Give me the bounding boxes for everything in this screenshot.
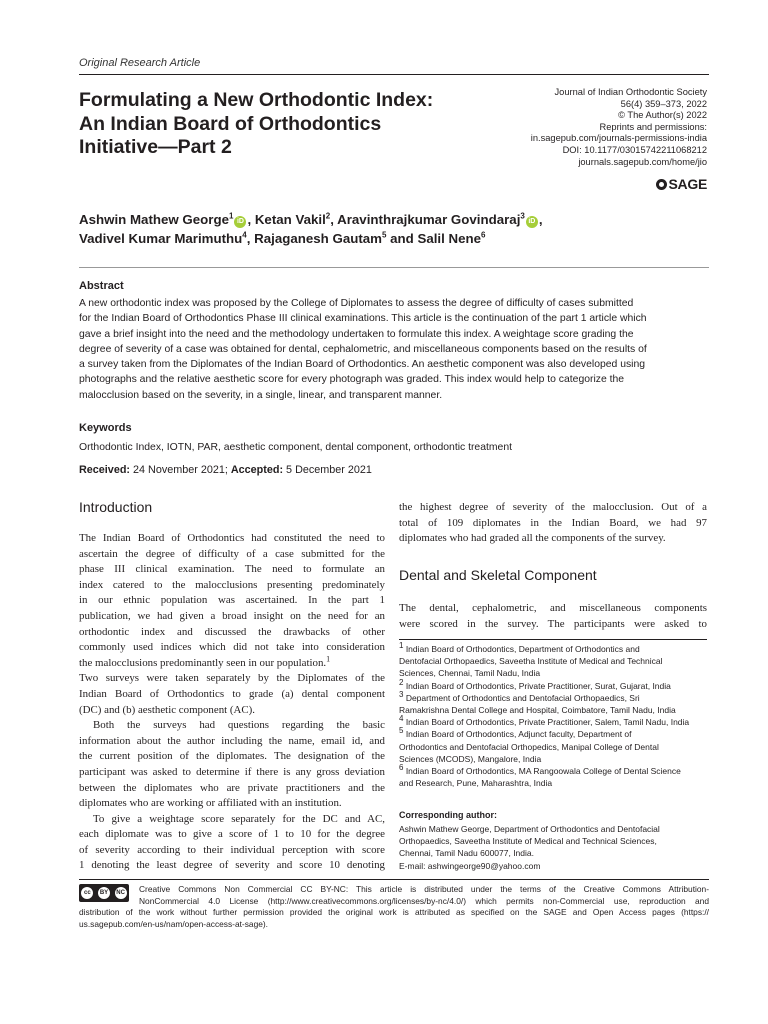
affiliation-line — [399, 753, 711, 765]
body-line: information about the author including the name, email id, and — [79, 734, 385, 747]
affil-text: Sciences, Chennai, Tamil Nadu, India — [399, 668, 541, 679]
journal-doi[interactable]: DOI: 10.1177/03015742211068212 — [562, 144, 707, 155]
body-line: in our ethnic population was ascertained. In the part 1 — [79, 594, 385, 607]
orcid-icon[interactable]: iD — [234, 216, 246, 228]
author-separator: , — [538, 212, 543, 227]
author-name: Ashwin Mathew George — [79, 212, 229, 227]
affil-sup: 2 — [399, 677, 404, 687]
author-name: and Salil Nene — [386, 231, 482, 246]
affil-text: and Research, Pune, Maharashtra, India — [399, 778, 553, 789]
author-name: , Rajaganesh Gautam — [246, 231, 382, 246]
body-line: (DC) and (b) aesthetic component (AC). — [79, 703, 256, 716]
corresponding-author-details — [399, 823, 711, 872]
abstract-line: photographs and the relative aesthetic score for every photograph was graded. This index would help to categorize the — [79, 374, 625, 386]
affil-text: Indian Board of Orthodontics, Department of Orthodontics and — [403, 644, 640, 654]
license-statement — [79, 884, 709, 930]
title-line: An Indian Board of Orthodontics — [79, 112, 382, 135]
author-list — [79, 210, 639, 248]
abstract-heading: Abstract — [79, 280, 124, 292]
body-line: 1 denoting the least degree of severity and score 10 denoting — [79, 859, 385, 872]
body-line: Both the surveys had questions regarding the basic — [93, 719, 385, 732]
corresponding-line: Chennai, Tamil Nadu 600077, India. — [399, 848, 534, 859]
body-line: publication, we had given a broad insight on the need for an — [79, 609, 385, 622]
journal-copyright: © The Author(s) 2022 — [618, 110, 707, 121]
abstract-line: A new orthodontic index was proposed by the College of Diplomates to assess the degree of difficulty of cases submitted — [79, 298, 634, 309]
body-line: commonly used indices which did not take into consideration — [79, 641, 385, 654]
journal-volume: 56(4) 359–373, 2022 — [620, 98, 707, 109]
abstract-line: for the Indian Board of Orthodontics Phase III clinical examinations. This article is the continuation of the part 1 article which — [79, 313, 647, 325]
journal-permissions-link[interactable]: in.sagepub.com/journals-permissions-india — [530, 133, 707, 144]
journal-homepage-link[interactable]: journals.sagepub.com/home/jio — [578, 156, 707, 167]
keywords-list: Orthodontic Index, IOTN, PAR, aesthetic component, dental component, orthodontic treatment — [79, 442, 512, 453]
body-line: were scored in the survey. The participants were asked to — [399, 617, 707, 630]
body-line: diplomates who had graded all the components of the survey. — [399, 532, 666, 545]
introduction-heading: Introduction — [79, 499, 153, 515]
affiliation-line — [399, 765, 711, 777]
affiliation-line — [399, 741, 711, 753]
corresponding-email[interactable]: E-mail: ashwingeorge90@yahoo.com — [399, 860, 541, 871]
affiliation-line — [399, 655, 711, 667]
article-title — [79, 89, 479, 160]
nc-icon: NC — [115, 887, 127, 899]
affiliation-line — [399, 716, 711, 728]
affil-text: Ramakrishna Dental College and Hospital, Coimbatore, Tamil Nadu, India — [399, 705, 676, 716]
introduction-continued — [399, 500, 707, 547]
body-line: index catered to the malocclusions presenting predominately — [79, 578, 385, 591]
author-affil-sup: 3 — [520, 211, 525, 221]
affil-sup: 6 — [399, 763, 404, 773]
affiliation-line — [399, 689, 711, 704]
license-line: us.sagepub.com/en-us/nam/open-access-at-sage). — [79, 918, 269, 929]
journal-info — [467, 87, 707, 168]
dental-skeletal-heading: Dental and Skeletal Component — [399, 567, 597, 583]
affiliation-line — [399, 643, 711, 655]
corresponding-line: Orthopaedics, Saveetha Institute of Medical and Technical Sciences, — [399, 836, 657, 847]
author-line — [79, 210, 639, 229]
body-line: Two surveys were taken separately by the Diplomates of the — [79, 672, 385, 685]
body-line: To give a weightage score separately for the DC and AC, — [93, 812, 385, 825]
abstract-rule — [79, 267, 709, 268]
body-line: The Indian Board of Orthodontics had constituted the need to — [79, 532, 385, 544]
author-affil-sup: 6 — [481, 230, 486, 240]
journal-reprints: Reprints and permissions: — [599, 121, 707, 132]
body-line: orthodontic index and discussed the drawbacks of other — [79, 625, 385, 638]
by-icon: BY — [98, 887, 110, 899]
body-text: the malocclusions predominantly seen in our population. — [79, 656, 327, 669]
affil-text: Orthodontics and Dentofacial Orthopedics, Manipal College of Dental — [399, 741, 659, 752]
affiliations-footnote — [399, 643, 711, 789]
body-line: ascertain the degree of difficulty of a case submitted for the — [79, 547, 385, 560]
body-line: the highest degree of severity of the malocclusion. Out of a — [399, 501, 707, 513]
license-line: distribution of the work without further permission provided the original work is attributed as specified on the SAGE and Open Access pages (https:// — [79, 907, 709, 918]
abstract-line: malocclusion based on the severity, in a single, linear, and transparent manner. — [79, 389, 443, 401]
author-line — [79, 229, 639, 248]
affil-text: Indian Board of Orthodontics, Private Practitioner, Salem, Tamil Nadu, India — [403, 717, 690, 728]
abstract-line: gave a brief insight into the need and the methodology undertaken to formulate this index. A weightage score grading the — [79, 328, 634, 340]
affiliation-line — [399, 704, 711, 716]
accepted-date: 5 December 2021 — [283, 464, 372, 476]
received-date: 24 November 2021; — [130, 464, 231, 476]
affil-text: Indian Board of Orthodontics, MA Rangoowala College of Dental Science — [403, 766, 681, 777]
body-line: The dental, cephalometric, and miscellaneous components — [399, 602, 707, 614]
author-name: , Ketan Vakil — [247, 212, 326, 227]
body-line: phase III clinical examination. The need to formulate an — [79, 563, 385, 576]
sage-logo-text: SAGE — [668, 176, 707, 192]
body-line: of severity according to their individual perception with score — [79, 843, 385, 856]
body-line — [79, 656, 385, 672]
body-line: diplomates who are working or affiliated with an institution. — [79, 797, 342, 810]
author-name: Vadivel Kumar Marimuthu — [79, 231, 243, 246]
abstract-body — [79, 296, 709, 403]
affil-text: Sciences (MCODS), Mangalore, India — [399, 753, 542, 764]
title-line: Initiative—Part 2 — [79, 136, 232, 158]
author-affil-sup: 4 — [242, 230, 247, 240]
license-line: Creative Commons Non Commercial CC BY-NC: This article is distributed under the terms of the Creative Commons Attribution- — [139, 884, 709, 894]
article-dates — [79, 464, 372, 476]
header-rule — [79, 74, 709, 75]
introduction-body — [79, 531, 385, 874]
dental-skeletal-body — [399, 601, 707, 632]
corresponding-author-heading: Corresponding author: — [399, 810, 497, 820]
cc-icon: cc — [81, 887, 93, 899]
body-line: Indian Board of Orthodontics to grade (a) dental component — [79, 687, 385, 700]
author-affil-sup: 2 — [325, 211, 331, 221]
title-line: Formulating a New Orthodontic Index: — [79, 89, 434, 111]
footnote-rule — [399, 639, 707, 640]
affil-sup: 3 — [399, 689, 404, 699]
keywords-heading: Keywords — [79, 422, 132, 434]
sage-logo — [656, 176, 707, 192]
affil-sup: 5 — [399, 726, 404, 736]
author-name: , Aravinthrajkumar Govindaraj — [330, 212, 521, 227]
body-line: the current position of the diplomates. The designation of the — [79, 750, 385, 763]
affiliation-line — [399, 777, 711, 789]
affiliation-line — [399, 728, 711, 740]
affil-sup: 1 — [399, 641, 404, 651]
body-line: each diplomate was to give a score of 1 to 10 for the degree — [79, 828, 385, 841]
author-affil-sup: 5 — [381, 230, 387, 240]
affil-text: Department of Orthodontics and Dentofacial Orthopaedics, Sri — [403, 692, 640, 703]
abstract-line: a survey taken from the Diplomates of the Indian Board of Orthodontics. An aesthetic component was also developed using — [79, 359, 646, 371]
affil-text: Indian Board of Orthodontics, Adjunct faculty, Department of — [403, 729, 632, 740]
sage-ring-icon — [656, 179, 667, 190]
affil-sup: 4 — [399, 714, 404, 724]
abstract-line: degree of severity of a case was obtained for dental, cephalometric, and miscellaneous components based on the results of — [79, 343, 647, 355]
received-label: Received: — [79, 464, 131, 476]
affil-text: Dentofacial Orthopaedics, Saveetha Institute of Medical and Technical — [399, 656, 663, 667]
article-type-label: Original Research Article — [79, 57, 201, 69]
body-line: between the diplomates who are private practitioners and the — [79, 781, 385, 794]
author-affil-sup: 1 — [228, 211, 234, 221]
accepted-label: Accepted: — [230, 464, 284, 476]
reference-sup[interactable]: 1 — [326, 654, 331, 664]
orcid-icon[interactable]: iD — [526, 216, 538, 228]
affiliation-line — [399, 677, 711, 692]
affiliation-line — [399, 667, 711, 679]
license-line: NonCommercial 4.0 License (http://www.creativecommons.org/licenses/by-nc/4.0/) which permits non-Commercial use, reproduction and — [139, 895, 709, 906]
journal-name: Journal of Indian Orthodontic Society — [554, 87, 707, 97]
body-line: participant was asked to determine if there is any gross deviation — [79, 765, 385, 778]
affil-text: Indian Board of Orthodontics, Private Practitioner, Surat, Gujarat, India — [403, 680, 671, 691]
corresponding-line: Ashwin Mathew George, Department of Orthodontics and Dentofacial — [399, 824, 660, 834]
body-line: total of 109 diplomates in the Indian Board, we had 97 — [399, 516, 707, 529]
license-rule — [79, 879, 709, 880]
